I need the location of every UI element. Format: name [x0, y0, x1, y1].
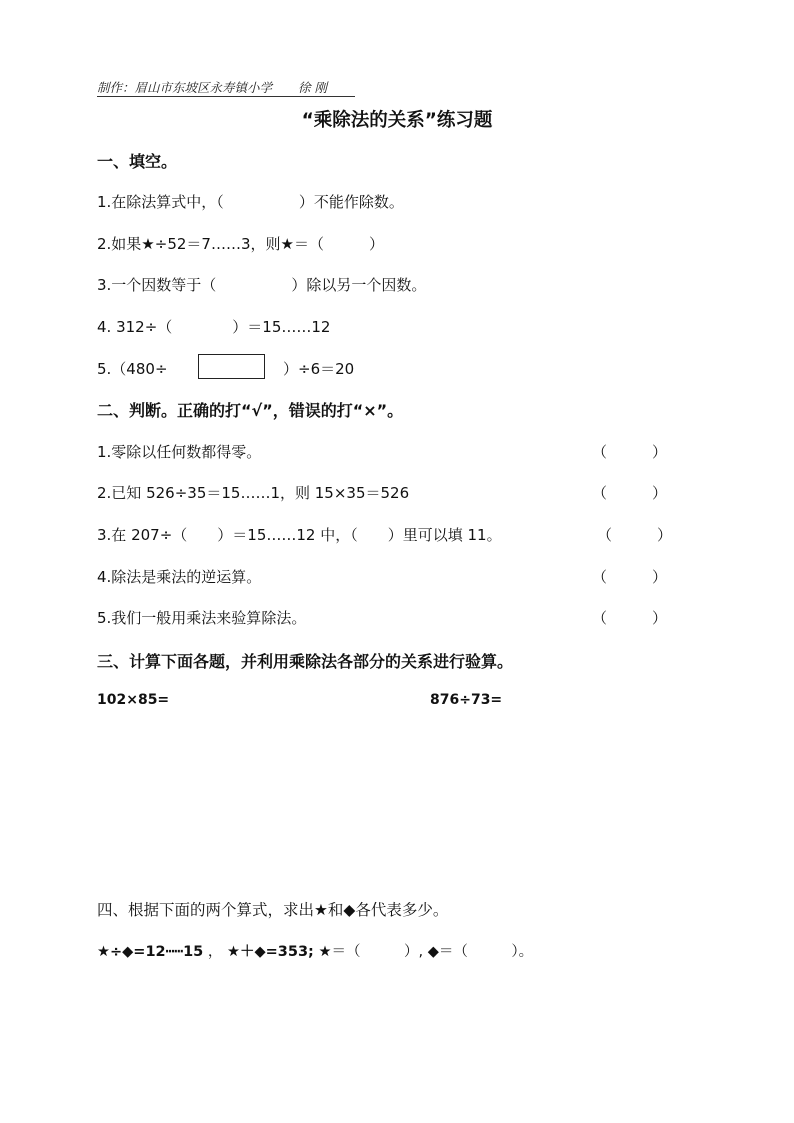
judge-item-5: 5.我们一般用乘法来验算除法。: [97, 609, 307, 627]
fill-question-5-right: ）÷6＝20: [283, 360, 355, 378]
calc-problem-1: 102×85=: [97, 692, 170, 708]
judge-answer-2[interactable]: （ ）: [592, 484, 668, 502]
equation-2: ★＋◆=353;: [226, 944, 314, 960]
fill-question-1: 1.在除法算式中，（ ）不能作除数。: [97, 193, 404, 211]
section2-heading: 二、判断。正确的打“√”，错误的打“×”。: [97, 401, 404, 420]
section4-heading: 四、根据下面的两个算式，求出★和◆各代表多少。: [97, 901, 449, 919]
judge-item-4: 4.除法是乘法的逆运算。: [97, 568, 262, 586]
answer-star[interactable]: ★＝（ ）,: [318, 944, 424, 960]
fill-question-4: 4. 312÷（ ）＝15……12: [97, 318, 331, 336]
author-name: 徐 刚: [298, 80, 327, 95]
section4-equations: [97, 940, 533, 961]
fill-question-5-left: 5.（480÷: [97, 360, 168, 378]
equation-separator: ，: [203, 944, 223, 960]
fill-question-3: 3.一个因数等于（ ）除以另一个因数。: [97, 276, 427, 294]
judge-answer-1[interactable]: （ ）: [592, 443, 668, 461]
calc-problem-2: 876÷73=: [430, 692, 503, 708]
judge-item-1: 1.零除以任何数都得零。: [97, 443, 262, 461]
equation-1: ★÷◆=12┅┅15: [97, 944, 204, 960]
judge-item-3: 3.在 207÷（ ）＝15……12 中，（ ）里可以填 11。: [97, 526, 502, 544]
page-title: “乘除法的关系”练习题: [301, 110, 493, 131]
judge-answer-5[interactable]: （ ）: [592, 609, 668, 627]
fill-question-2: 2.如果★÷52＝7……3，则★＝（ ）: [97, 235, 384, 253]
judge-answer-3[interactable]: （ ）: [597, 526, 673, 544]
author-line-text: [97, 78, 327, 96]
judge-item-2: 2.已知 526÷35＝15……1，则 15×35＝526: [97, 484, 410, 502]
answer-diamond[interactable]: ◆＝（ ）。: [427, 944, 534, 960]
answer-box[interactable]: [198, 354, 265, 379]
header-underline: [97, 96, 355, 97]
author-school: 制作：眉山市东坡区永寿镇小学: [97, 80, 273, 95]
section3-heading: 三、计算下面各题，并利用乘除法各部分的关系进行验算。: [97, 652, 514, 671]
judge-answer-4[interactable]: （ ）: [592, 568, 668, 586]
section1-heading: 一、填空。: [97, 152, 178, 171]
